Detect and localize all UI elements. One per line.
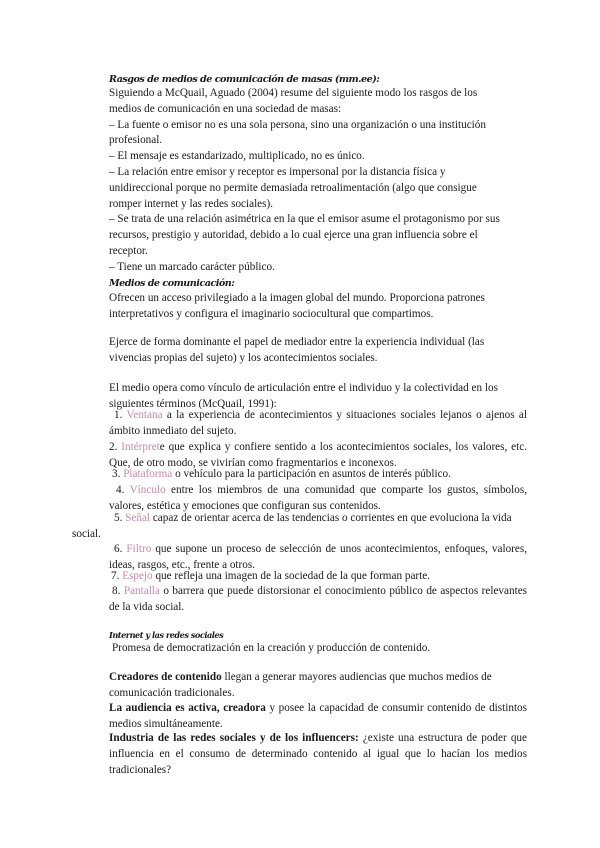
list-item-2: 2. Intérprete que explica y confiere sentido a los acontecimientos sociales, los valores, etc. Que, de otro modo, se vivirían como fragmentarios e inconexos. [109,441,528,469]
term-senal: Señal [125,512,151,524]
rasgos-item: – Tiene un marcado carácter público. [109,260,275,273]
rasgos-item: – El mensaje es estandarizado, multiplicado, no es único. [109,150,365,163]
rasgos-body [109,86,511,276]
audiencia-paragraph: La audiencia es activa, creadora y posee la capacidad de consumir contenido de distintos medios simultáneamente. [109,702,527,730]
internet-line: Promesa de democratización en la creación y producción de contenido. [112,642,431,654]
industria-label: Industria de las redes sociales y de los influencers: [109,732,359,744]
list-item-7: 7. Espejo que refleja una imagen de la sociedad de la que forman parte. [111,570,431,582]
rasgos-item: – La fuente o emisor no es una sola persona, sino una organización o una institución profesional. [109,118,486,147]
term-interprete: Intérpret [121,441,160,453]
medios-p1: Ofrecen un acceso privilegiado a la imagen global del mundo. Proporciona patrones interpretativos y configura el imaginario sociocultural que compartimos. [109,292,485,320]
list-item-6: 6. Filtro que supone un proceso de selección de unos acontecimientos, enfoques, valores, ideas, rasgos, etc., frente a otros. [109,543,527,571]
medios-p3: El medio opera como vínculo de articulación entre el individuo y la colectividad en los siguientes términos (McQuail, 1991): [109,382,498,410]
rasgos-item: – La relación entre emisor y receptor es impersonal por la distancia física y unidireccional porque no permite demasiada retroalimentación (algo que consigue romper internet y las redes sociales). [109,165,477,210]
list-item-3: 3. Plataforma o vehículo para la participación en asuntos de interés público. [112,468,451,480]
rasgos-item: – Se trata de una relación asimétrica en la que el emisor asume el protagonismo por sus recursos, prestigio y autoridad, debido a lo cual ejerce una gran influencia sobre el receptor. [109,213,500,257]
section-heading-internet: Internet y las redes sociales [109,630,224,640]
list-item-8: 8. Pantalla o barrera que puede distorsionar el conocimiento público de aspectos relevantes de la vida social. [109,585,528,613]
term-espejo: Espejo [122,570,153,582]
section-heading-rasgos: Rasgos de medios de comunicación de masas (mm.ee): [109,74,380,85]
term-ventana: Ventana [126,409,163,421]
list-item-4: 4. Vínculo entre los miembros de una comunidad que comparte los gustos, símbolos, valores, estética y emociones que configuran sus contenidos. [109,484,527,512]
term-filtro: Filtro [126,543,152,555]
term-vinculo: Vínculo [129,484,166,496]
term-pantalla: Pantalla [123,585,160,597]
creadores-paragraph: Creadores de contenido llegan a generar mayores audiencias que muchos medios de comunicación tradicionales. [109,671,492,699]
list-item-1: 1. Ventana a la experiencia de acontecimientos y situaciones sociales lejanos o ajenos al ámbito inmediato del sujeto. [109,409,527,437]
term-plataforma: Plataforma [123,468,173,480]
industria-paragraph: Industria de las redes sociales y de los influencers: ¿existe una estructura de poder que influencia en el consumo de determinado contenido al igual que lo hacían los medios tradicionales? [109,732,527,776]
creadores-label: Creadores de contenido [109,671,222,683]
audiencia-label: La audiencia es activa, creadora [109,702,266,714]
rasgos-intro: Siguiendo a McQuail, Aguado (2004) resume del siguiente modo los rasgos de los medios de comunicación en una sociedad de masas: [109,87,478,115]
section-heading-medios: Medios de comunicación: [109,278,235,289]
medios-p2: Ejerce de forma dominante el papel de mediador entre la experiencia individual (las vivencias propias del sujeto) y los acontecimientos sociales. [109,336,485,364]
list-item-5: 5. Señal capaz de orientar acerca de las tendencias o corrientes en que evoluciona la vida social. [72,512,512,540]
